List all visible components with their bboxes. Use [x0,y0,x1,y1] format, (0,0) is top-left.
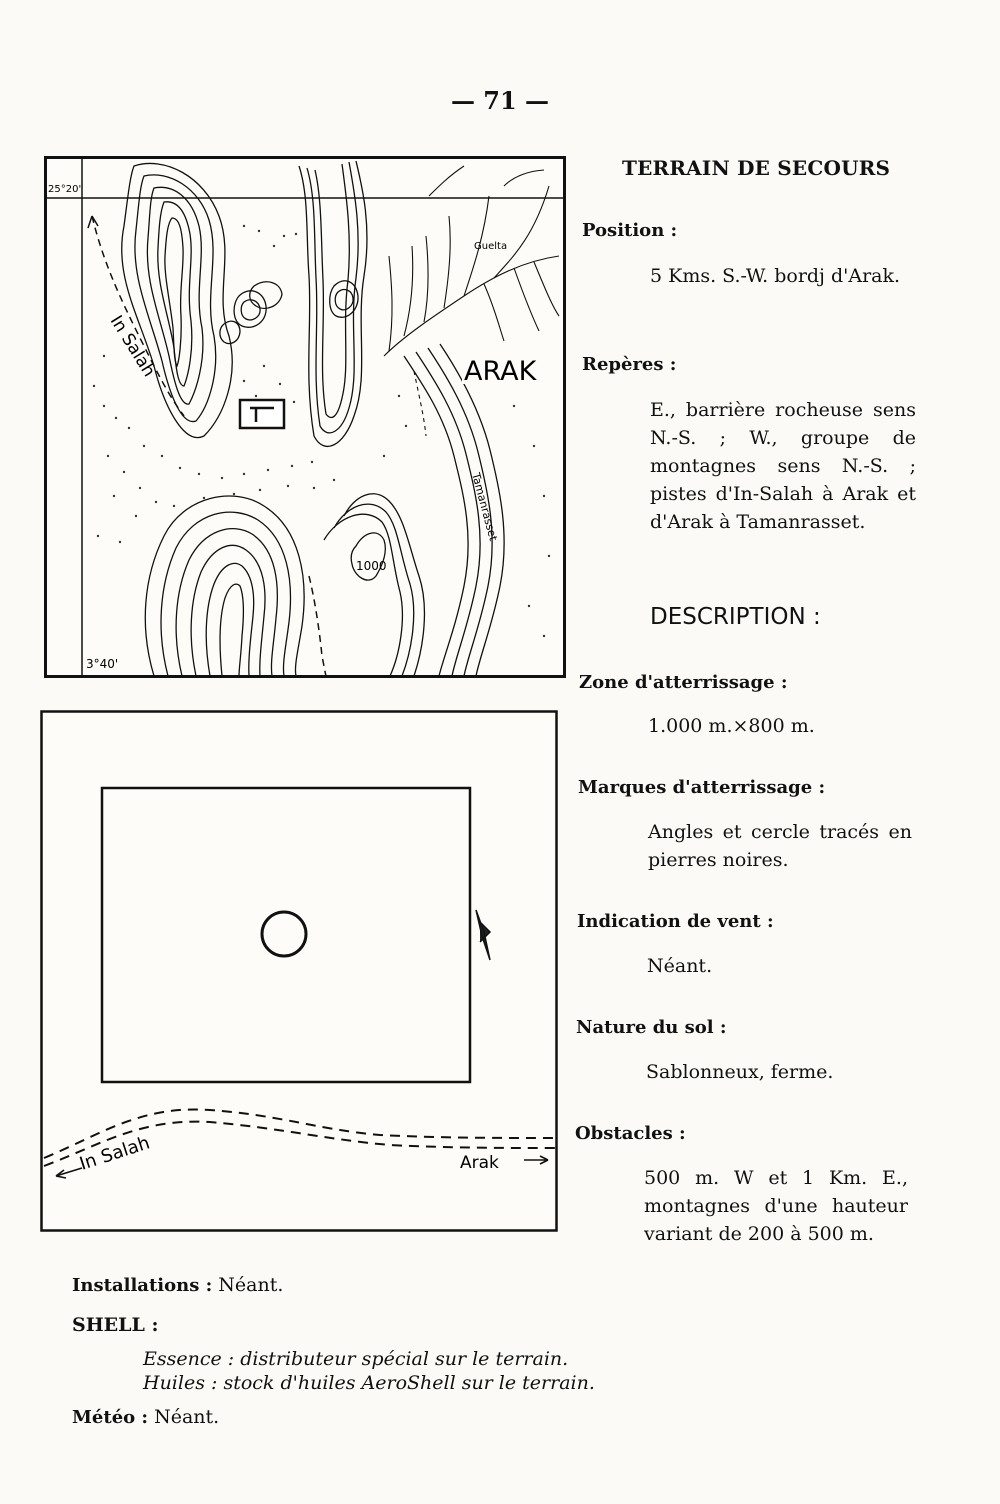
landing-field-symbol [240,400,284,428]
road-label-in-salah: In Salah [77,1132,153,1175]
marques-label: Marques d'atterrissage : [578,777,826,798]
zone-text: 1.000 m.×800 m. [648,715,815,737]
lon-label: 3°40' [86,657,119,671]
sol-text: Sablonneux, ferme. [646,1061,834,1083]
river-label-tamanrasset: Tamanrasset [469,471,500,543]
guelta-label: Guelta [474,241,508,252]
shell-huiles-line [143,1372,595,1394]
shell-essence-line [143,1348,568,1370]
shell-essence-value: distributeur spécial sur le terrain. [240,1348,569,1370]
reperes-label: Repères : [582,354,677,375]
road-label-arak: Arak [460,1153,499,1173]
position-label: Position : [582,220,678,241]
vent-text: Néant. [647,955,713,977]
topographic-map [44,156,566,678]
shell-label: SHELL : [72,1314,159,1336]
landing-field-diagram [40,710,558,1232]
lat-label: 25°20' [48,184,82,195]
obstacles-text: 500 m. W et 1 Km. E., montagnes d'une hauteur variant de 200 à 500 m. [644,1167,908,1245]
shell-huiles-value: stock d'huiles AeroShell sur le terrain. [223,1372,595,1394]
section-title: TERRAIN DE SECOURS [622,156,891,180]
marques-text: Angles et cercle tracés en pierres noires. [648,821,912,871]
installations-line [72,1274,283,1296]
shell-essence-key: Essence : [143,1348,235,1370]
installations-text: Néant. [218,1274,284,1296]
reperes-text: E., barrière rocheuse sens N.-S. ; W., groupe de montagnes sens N.-S. ; pistes d'In-Salah à Arak et d'Arak à Tamanrasset. [650,399,916,533]
installations-label: Installations : [72,1275,213,1296]
zone-label: Zone d'atterrissage : [579,672,788,693]
place-label-arak: ARAK [464,356,537,387]
position-text: 5 Kms. S.-W. bordj d'Arak. [650,265,901,287]
road-label-in-salah: In Salah [105,312,159,381]
meteo-line [72,1406,219,1428]
shell-huiles-key: Huiles : [143,1372,218,1394]
meteo-text: Néant. [154,1406,220,1428]
meteo-label: Météo : [72,1407,149,1428]
page-number: — 71 — [450,86,550,115]
sol-label: Nature du sol : [576,1017,727,1038]
obstacles-label: Obstacles : [575,1123,686,1144]
elevation-label: 1000 [356,559,387,573]
vent-label: Indication de vent : [577,911,774,932]
description-heading: DESCRIPTION : [650,604,821,630]
